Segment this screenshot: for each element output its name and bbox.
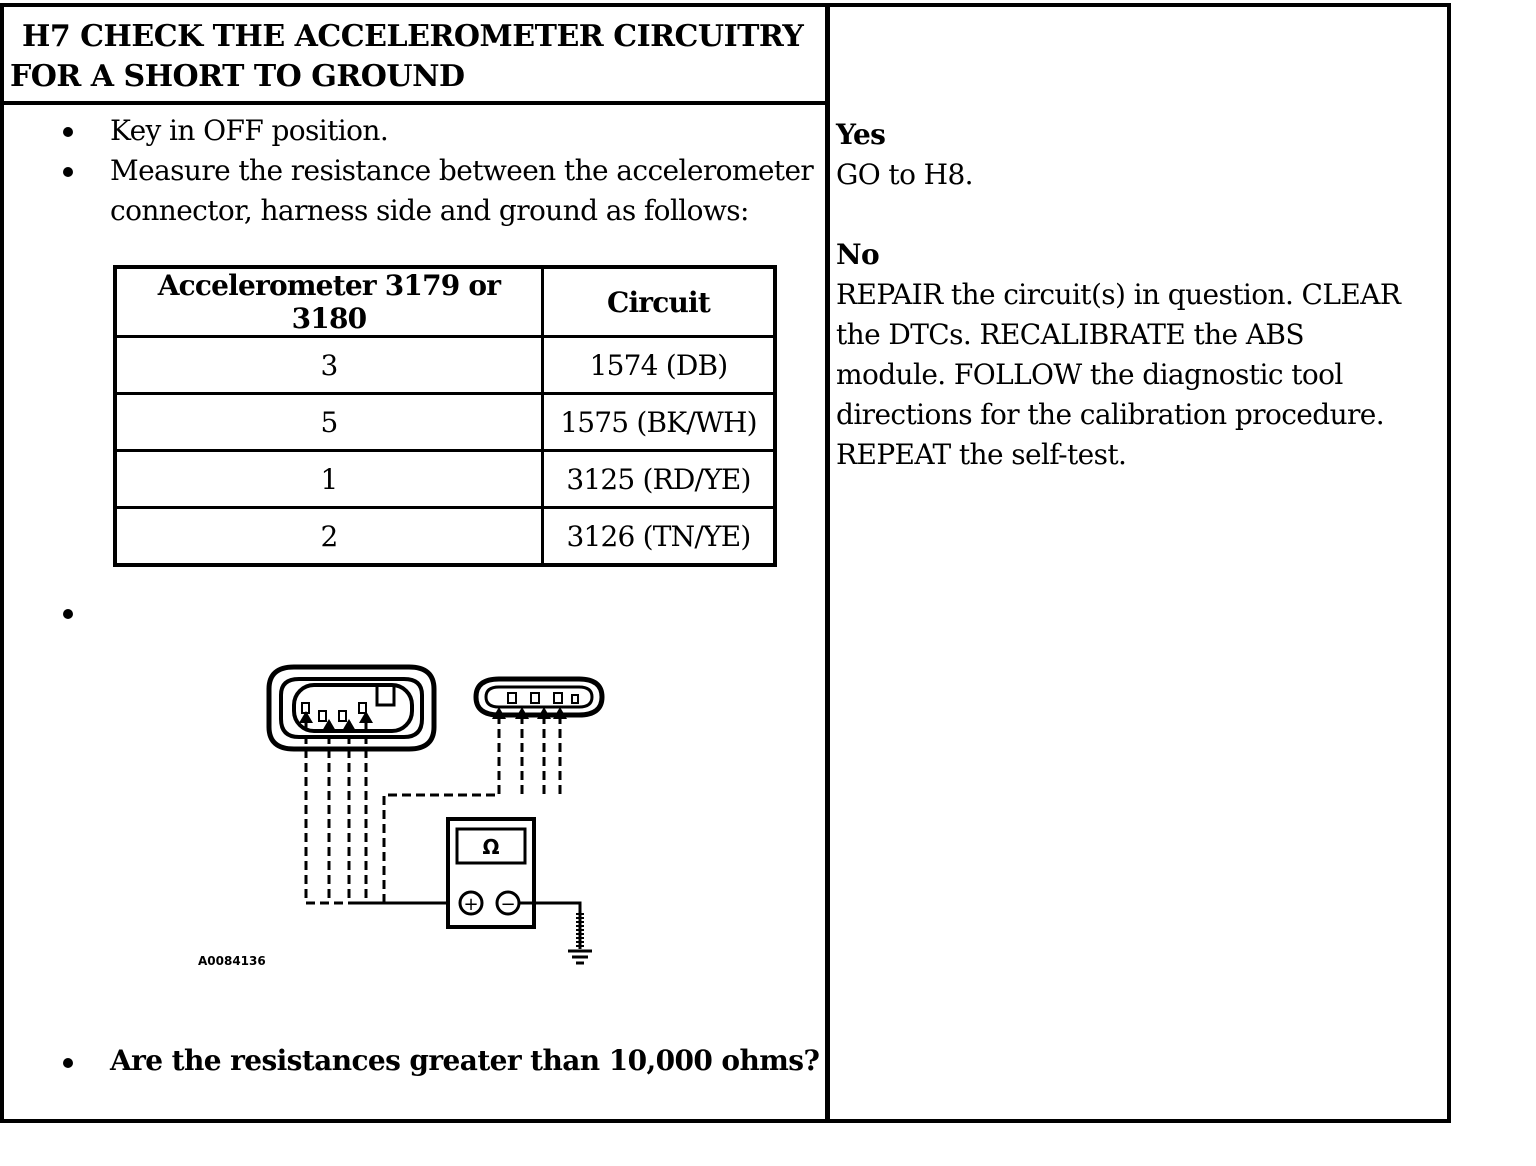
table-cell-pin: 1: [115, 451, 543, 508]
pinout-table: [113, 265, 777, 567]
instruction-measure-line2: connector, harness side and ground as follows:: [110, 194, 749, 227]
table-cell-circuit: 1574 (DB): [543, 337, 776, 394]
bullet-dot: [63, 609, 73, 619]
ohmmeter: [448, 819, 534, 927]
results-column: [836, 115, 1446, 475]
no-action-line: directions for the calibration procedure.: [836, 398, 1385, 431]
bullet-dot: [63, 167, 73, 177]
yes-label: Yes: [836, 118, 886, 151]
table-header-row: [115, 267, 775, 337]
table-row: [115, 451, 775, 508]
table-header-circuit: Circuit: [543, 267, 776, 337]
step-title-line1: H7 CHECK THE ACCELEROMETER CIRCUITRY: [22, 19, 804, 54]
harness-connector: [476, 679, 602, 715]
step-title-line2: FOR A SHORT TO GROUND: [10, 59, 465, 94]
ohm-symbol: Ω: [482, 835, 500, 859]
table-cell-pin: 5: [115, 394, 543, 451]
yes-action: GO to H8.: [836, 158, 973, 191]
instruction-measure-line1: Measure the resistance between the accelerometer: [110, 154, 814, 187]
instruction-key-off: Key in OFF position.: [110, 114, 389, 147]
accelerometer-connector: [269, 667, 434, 749]
bullet-dot: [63, 1058, 73, 1068]
figure-id: A0084136: [198, 954, 266, 968]
diagnostic-step-frame: [0, 3, 1451, 1123]
column-divider: [825, 7, 830, 1119]
table-row: [115, 508, 775, 566]
table-cell-pin: 2: [115, 508, 543, 566]
no-label: No: [836, 238, 880, 271]
table-row: [115, 394, 775, 451]
wiring-diagram: [194, 657, 614, 977]
bullet-dot: [63, 127, 73, 137]
question-text: Are the resistances greater than 10,000 ohms?: [110, 1044, 820, 1077]
table-cell-circuit: 3126 (TN/YE): [543, 508, 776, 566]
table-cell-circuit: 3125 (RD/YE): [543, 451, 776, 508]
table-row: [115, 337, 775, 394]
no-action-line: the DTCs. RECALIBRATE the ABS: [836, 318, 1304, 351]
table-header-accelerometer: Accelerometer 3179 or 3180: [115, 267, 543, 337]
no-action-line: module. FOLLOW the diagnostic tool: [836, 358, 1343, 391]
no-action-line: REPEAT the self-test.: [836, 438, 1127, 471]
plus-terminal-label: +: [463, 894, 479, 915]
table-cell-circuit: 1575 (BK/WH): [543, 394, 776, 451]
step-title: [10, 17, 822, 97]
table-cell-pin: 3: [115, 337, 543, 394]
header-divider: [4, 101, 825, 105]
minus-terminal-label: −: [500, 894, 516, 915]
no-action-line: REPAIR the circuit(s) in question. CLEAR: [836, 278, 1401, 311]
